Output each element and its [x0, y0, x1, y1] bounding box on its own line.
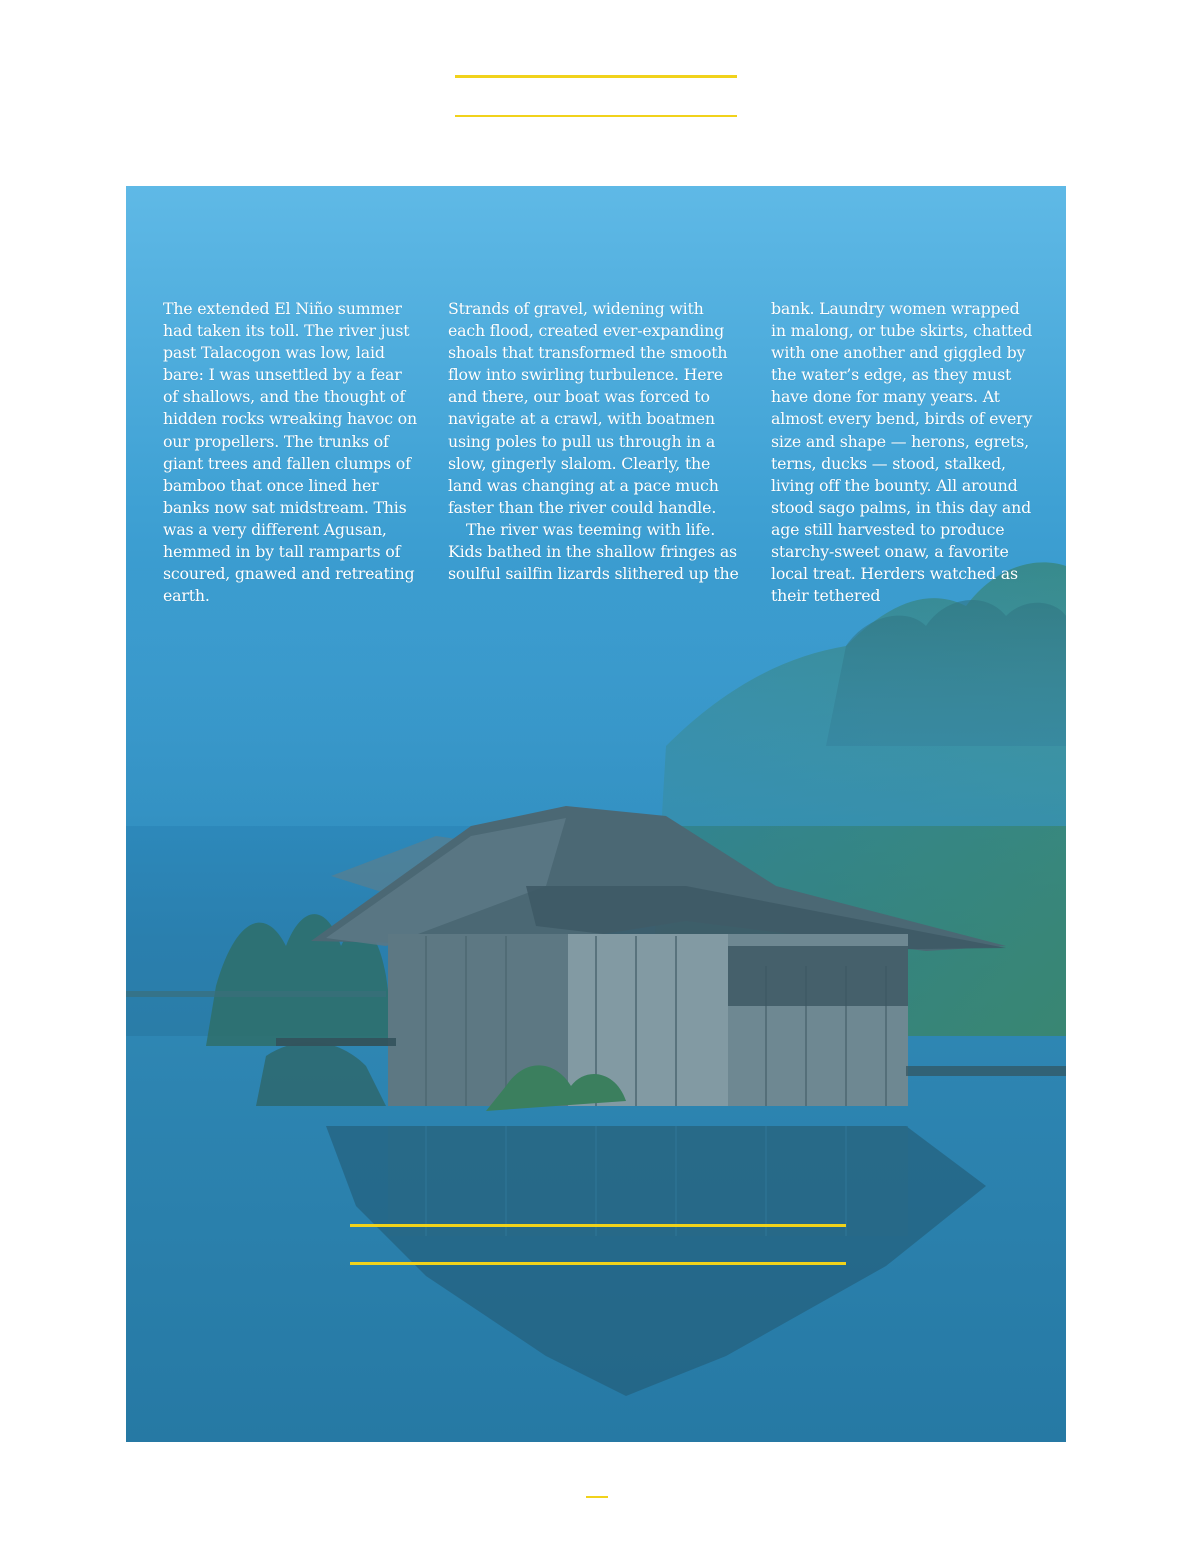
article-column-2 — [448, 298, 742, 585]
river-photo — [126, 186, 1066, 1442]
article-paragraph: Strands of gravel, widening with each flood, created ever-expanding shoals that transformed the smooth flow into swirling turbulence. Here and there, our boat was forced to navigate at a crawl, with boatmen using poles to pull us through in a slow, gingerly slalom. Clearly, the land was changing at a pace much faster than the river could handle. — [448, 299, 728, 517]
article-column-1 — [163, 298, 421, 607]
decorative-rule-top-2 — [455, 115, 737, 117]
article-paragraph: bank. Laundry women wrapped in malong, or tube skirts, chatted with one another and giggled by the water’s edge, as they must have done for many years. At almost every bend, birds of every size and shape — herons, egrets, terns, ducks — stood, stalked, living off the bounty. All around stood sago palms, in this day and age still harvested to produce starchy-sweet onaw, a favorite local treat. Herders watched as their tethered — [771, 299, 1033, 606]
decorative-rule-top-1 — [455, 75, 737, 78]
article-paragraph: The river was teeming with life. Kids bathed in the shallow fringes as soulful sailfin lizards slithered up the — [448, 519, 739, 584]
article-paragraph: The extended El Niño summer had taken its toll. The river just past Talacogon was low, laid bare: I was unsettled by a fear of shallows, and the thought of hidden rocks wreaking havoc on our propellers. The trunks of giant trees and fallen clumps of bamboo that once lined her banks now sat midstream. This was a very different Agusan, hemmed in by tall ramparts of scoured, gnawed and retreating earth. — [163, 299, 417, 606]
article-column-3 — [771, 298, 1039, 607]
decorative-rule-photo-1 — [350, 1224, 846, 1227]
decorative-rule-photo-2 — [350, 1262, 846, 1265]
footer-rule — [586, 1496, 608, 1498]
